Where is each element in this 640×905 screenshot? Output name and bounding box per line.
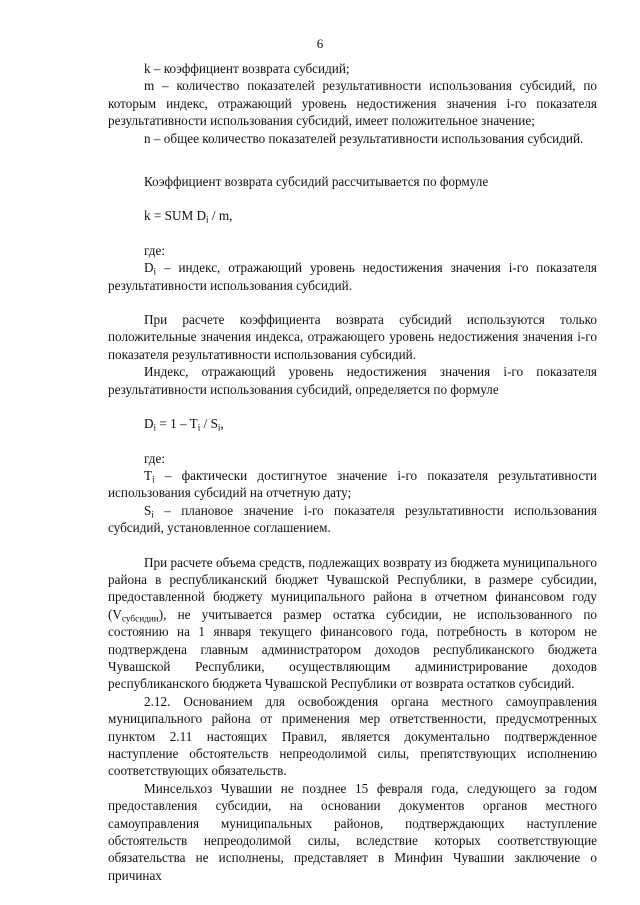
positive-values-paragraph: При расчете коэффициента возврата субсидий используются только положительные значения индекса, отражающего уровень недостижения значения i-го показателя результативности использования субсидий. bbox=[108, 312, 597, 362]
ti-text: – фактически достигнутое значение i-го показателя результативности использования субсидий на отчетную дату; bbox=[108, 467, 597, 501]
page-number: 6 bbox=[316, 36, 324, 51]
k-formula-part: k = SUM D bbox=[144, 208, 207, 224]
d-formula-subscript: i bbox=[153, 422, 157, 433]
ti-subscript: i bbox=[152, 474, 155, 485]
k-definition: k – коэффициент возврата субсидий; bbox=[144, 61, 350, 76]
d-formula-part: / S bbox=[200, 416, 218, 432]
d-formula-part: = 1 – T bbox=[156, 416, 198, 432]
return-calculation-paragraph bbox=[108, 554, 597, 693]
di-definition bbox=[108, 259, 597, 294]
si-definition bbox=[108, 502, 597, 537]
si-symbol: S bbox=[144, 502, 152, 518]
si-subscript: i bbox=[151, 509, 154, 520]
di-text: – индекс, отражающий уровень недостижения значения i-го показателя результативности использования субсидий. bbox=[108, 260, 597, 293]
minselhoz-paragraph: Минсельхоз Чувашии не позднее 15 февраля года, следующего за годом предоставления субсидии, на основании документов органов местного самоуправления муниципальных районов, подтверждающих наступление обстоятельств непреодолимой силы, вследствие которых соответствующие обязательства не исполнены, представляет в Минфин Чувашии заключение о причинах bbox=[108, 780, 597, 883]
return-text: При расчете объема средств, подлежащих возврату из бюджета муниципального района в республиканский бюджет Чувашской Республики, в размере субсидии, предоставленной бюджету муниципального района в отчетном финансовом году (V bbox=[108, 554, 597, 622]
k-formula-subscript: i bbox=[206, 214, 209, 225]
d-formula-subscript: i bbox=[197, 422, 201, 433]
d-formula bbox=[108, 415, 597, 432]
page-content bbox=[108, 60, 597, 884]
k-formula-part: / m, bbox=[208, 208, 233, 224]
ti-definition bbox=[108, 467, 597, 502]
k-formula bbox=[108, 207, 597, 224]
di-symbol: D bbox=[144, 260, 154, 276]
index-formula-intro: Индекс, отражающий уровень недостижения значения i-го показателя результативности использования субсидий, определяется по формуле bbox=[108, 364, 597, 397]
n-definition: n – общее количество показателей результативности использования субсидий. bbox=[144, 130, 584, 146]
m-definition: m – количество показателей результативности использования субсидий, по которым индекс, отражающий уровень недостижения значения i-го показателя результативности использования субсидий, имеет положительное значение; bbox=[108, 78, 597, 129]
k-formula-intro: Коэффициент возврата субсидий рассчитывается по формуле bbox=[144, 174, 489, 190]
d-formula-part: , bbox=[220, 416, 224, 432]
return-text: ), не учитывается размер остатка субсидии, не использованного по состоянию на 1 января текущего финансового года, потребность в котором не подтверждена главным администратором доходов республиканского бюджета Чувашской Республики, осуществляющим администрирование доходов республиканского бюджета Чувашской Республики от возврата остатков субсидий. bbox=[108, 606, 597, 692]
d-formula-part: D bbox=[144, 416, 154, 432]
d-formula-subscript: i bbox=[217, 422, 221, 433]
ti-symbol: T bbox=[144, 467, 153, 483]
di-subscript: i bbox=[153, 266, 157, 277]
v-subscript: субсидии bbox=[121, 613, 159, 624]
si-text: – плановое значение i-го показателя результативности использования субсидий, установленное соглашением. bbox=[108, 502, 597, 536]
clause-2-12: 2.12. Основанием для освобождения органа местного самоуправления муниципального района от применения мер ответственности, предусмотренных пунктом 2.11 настоящих Правил, является документально подтвержденное наступление обстоятельств непреодолимой силы, препятствующих исполнению соответствующих обязательств. bbox=[108, 693, 597, 779]
where-label: где: bbox=[144, 242, 165, 258]
where-label: где: bbox=[144, 450, 165, 466]
